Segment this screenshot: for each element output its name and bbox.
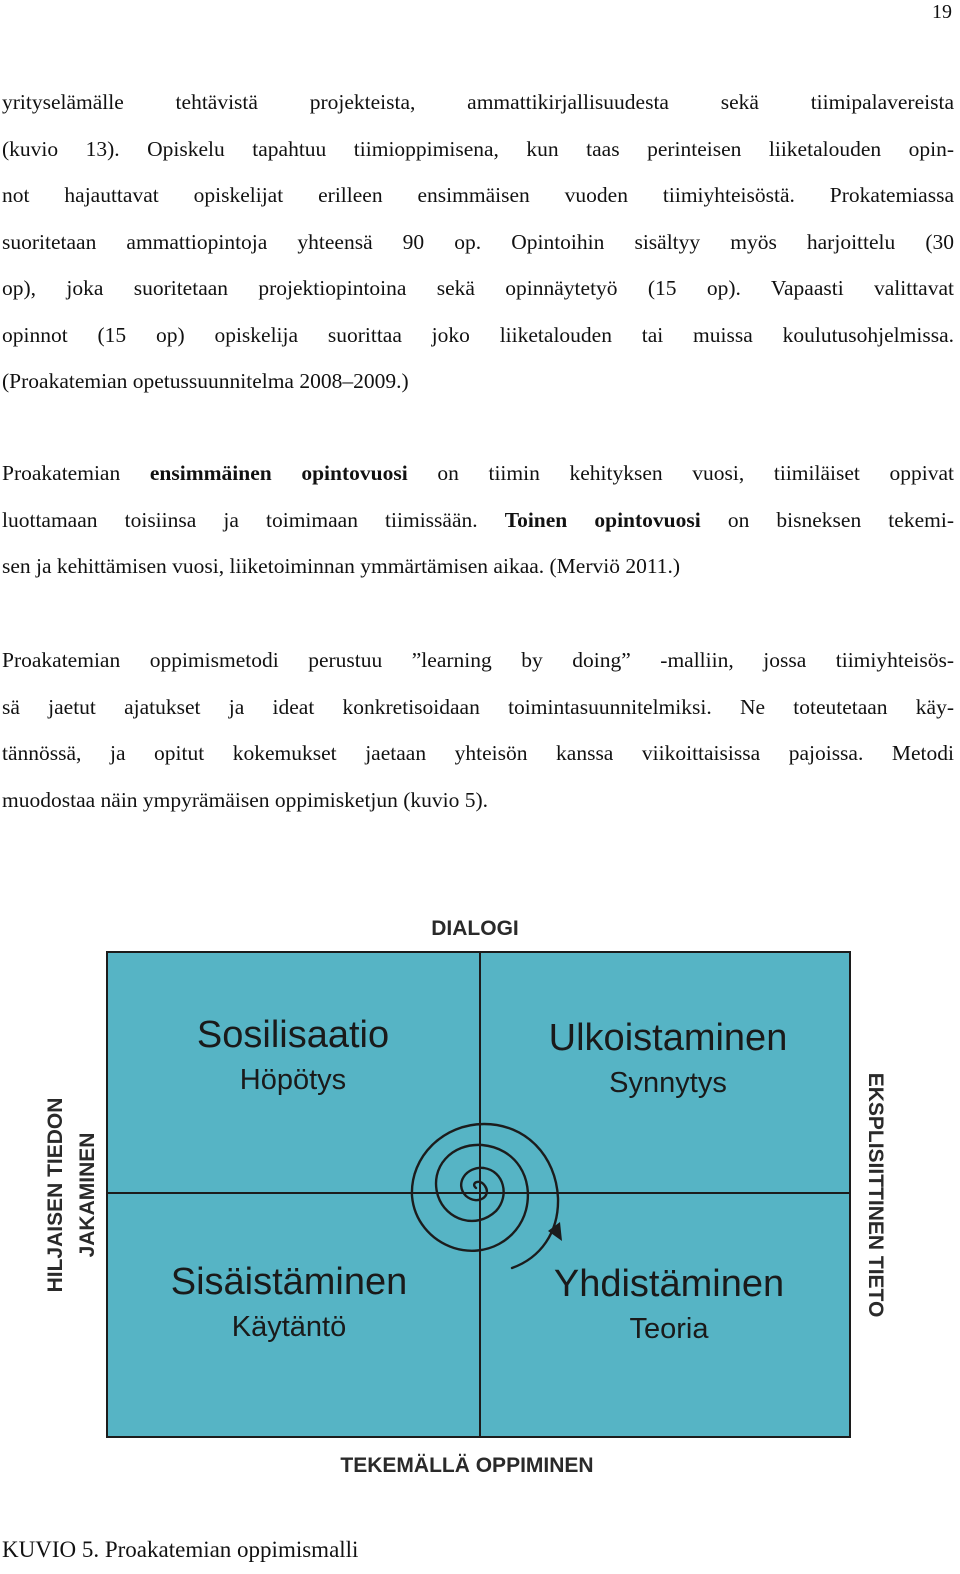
right-axis-label-group (864, 1073, 887, 1318)
figure-bottom-label: TEKEMÄLLÄ OPPIMINEN (340, 1454, 594, 1477)
left-axis-label-line1: HILJAISEN TIEDON (44, 1097, 67, 1293)
text-line: suoritetaan ammattiopintoja yhteensä 90 op. Opintoihin sisältyy myös harjoittelu (30 (2, 229, 954, 254)
quadrant-subtitle-combination: Teoria (629, 1313, 709, 1345)
text-line: Proakatemian oppimismetodi perustuu ”learning by doing” -malliin, jossa tiimiyhteisös- (2, 648, 954, 672)
left-axis-label-group (44, 1098, 99, 1293)
quadrant-subtitle-socialization: Höpötys (239, 1064, 347, 1096)
quadrant-subtitle-externalization: Synnytys (609, 1067, 727, 1099)
quadrant-subtitle-internalization: Käytäntö (231, 1311, 347, 1343)
figure-top-label: DIALOGI (431, 917, 519, 940)
bold-term-second-year: Toinen opintovuosi (504, 507, 701, 532)
text-line: (Proakatemian opetussuunnitelma 2008–2009.) (2, 369, 409, 393)
page-number: 19 (932, 1, 952, 23)
paragraph-3 (2, 637, 954, 823)
text-run: Proakatemian (2, 461, 150, 485)
paragraph-2 (2, 450, 954, 590)
text-line (2, 497, 954, 544)
quadrant-title-externalization: Ulkoistaminen (548, 1017, 788, 1059)
text-line: yrityselämälle tehtävistä projekteista, ammattikirjallisuudesta sekä tiimipalavereista (2, 90, 954, 114)
text-run: on bisneksen tekemi- (700, 507, 954, 532)
text-run: luottamaan toisiinsa ja toimimaan tiimissään. (2, 507, 505, 532)
bold-term-first-year: ensimmäinen opintovuosi (149, 461, 408, 485)
text-line: sen ja kehittämisen vuosi, liiketoiminnan ymmärtämisen aikaa. (Merviö 2011.) (2, 554, 681, 578)
quadrant-title-internalization: Sisäistäminen (170, 1261, 408, 1303)
left-axis-label-line2: JAKAMINEN (76, 1132, 99, 1258)
quadrant-title-socialization: Sosilisaatio (196, 1014, 390, 1056)
text-line (2, 450, 954, 497)
right-axis-label: EKSPLISIITTINEN TIETO (864, 1072, 887, 1318)
text-line: opinnot (15 op) opiskelija suorittaa joko liiketalouden tai muissa koulutusohjelmissa. (2, 322, 954, 347)
text-line: not hajauttavat opiskelijat erilleen ensimmäisen vuoden tiimiyhteisöstä. Prokatemiassa (2, 183, 954, 207)
quadrant-title-combination: Yhdistäminen (553, 1263, 785, 1305)
text-line: muodostaa näin ympyrämäisen oppimisketjun (kuvio 5). (2, 787, 489, 812)
figure-caption: KUVIO 5. Proakatemian oppimismalli (2, 1537, 359, 1562)
text-line: sä jaetut ajatukset ja ideat konkretisoidaan toimintasuunnitelmiksi. Ne toteutetaan käy- (2, 694, 954, 719)
text-run: on tiimin kehityksen vuosi, tiimiläiset oppivat (407, 461, 954, 485)
paragraph-1 (2, 79, 954, 405)
text-line: tännössä, ja opitut kokemukset jaetaan yhteisön kanssa viikoittaisissa pajoissa. Metodi (2, 741, 954, 765)
text-line: (kuvio 13). Opiskelu tapahtuu tiimioppimisena, kun taas perinteisen liiketalouden opin- (2, 136, 954, 161)
text-line: op), joka suoritetaan projektiopintoina sekä opinnäytetyö (15 op). Vapaasti valittavat (2, 276, 954, 300)
learning-model-figure (0, 880, 960, 1520)
